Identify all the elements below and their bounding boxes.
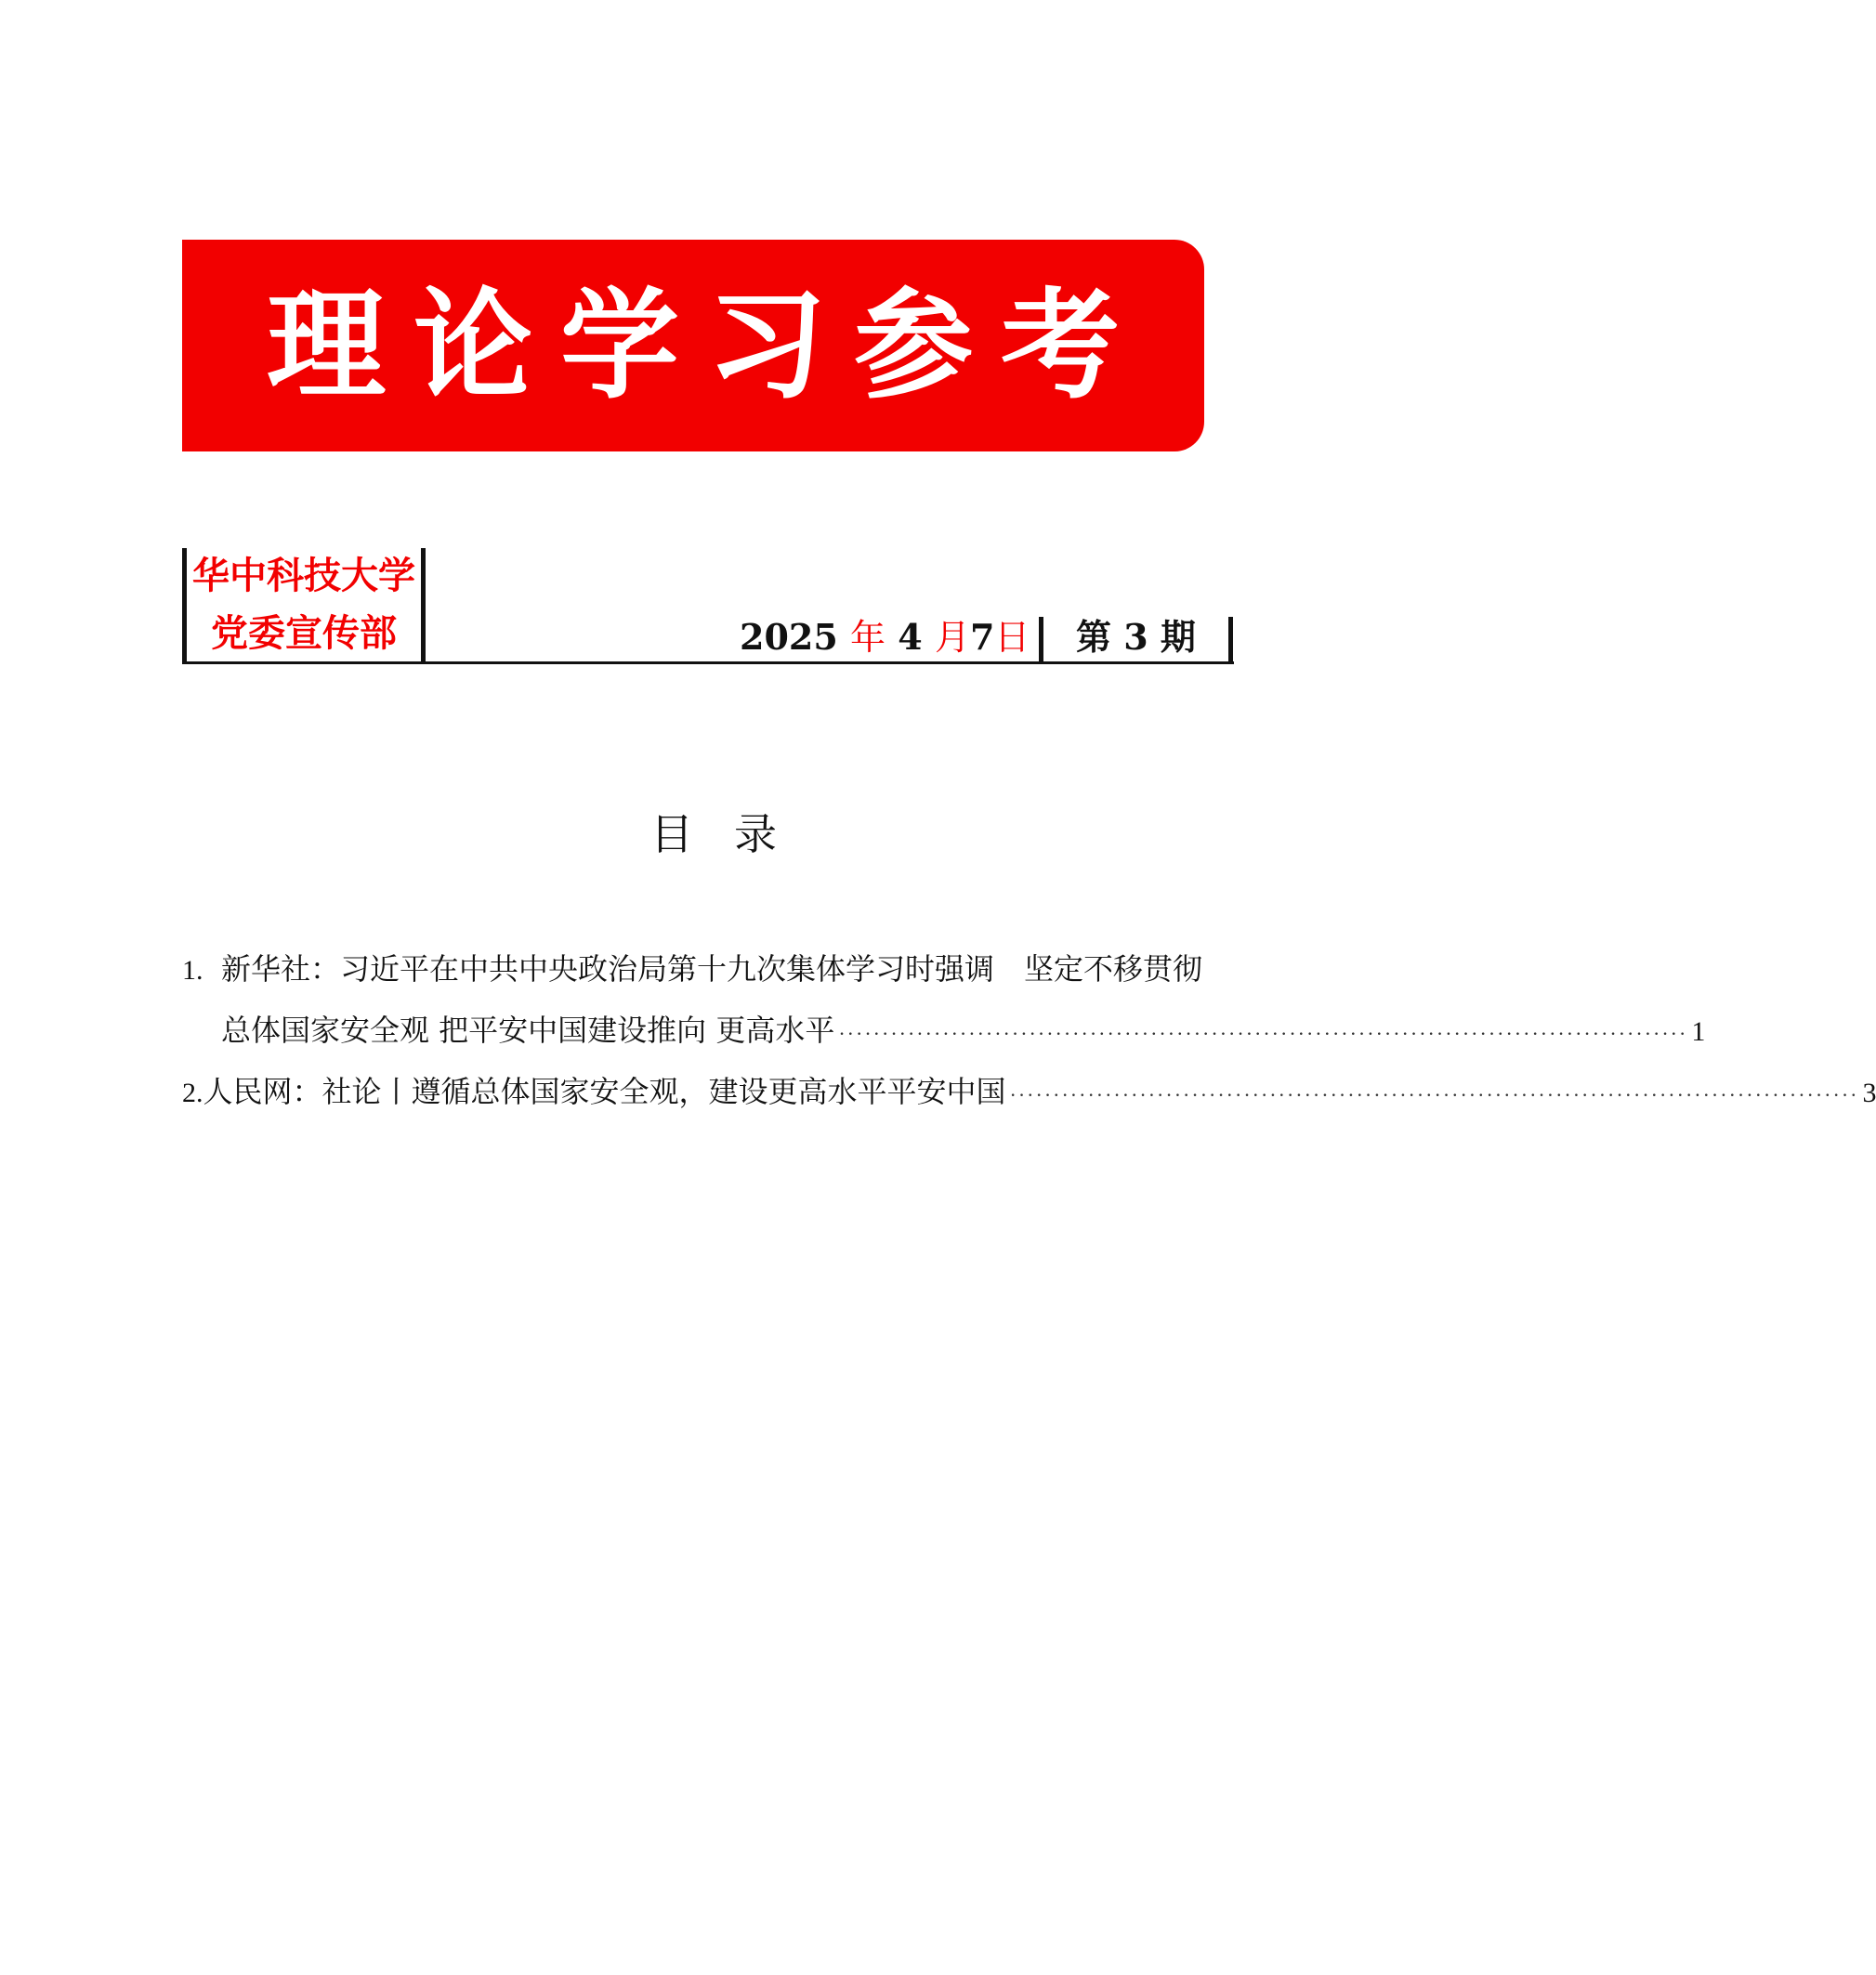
publisher-university: 华中科技大学 (192, 554, 415, 597)
toc-page-number: 1 (1691, 1016, 1706, 1047)
toc-item-title[interactable]: 新华社：习近平在中共中央政治局第十九次集体学习时强调 坚定不移贯彻 (221, 951, 1203, 987)
issue-number: 第 3 期 (1076, 616, 1196, 658)
header-divider (1039, 617, 1043, 663)
table-of-contents (182, 938, 1876, 1122)
toc-title: 目录 (650, 809, 818, 859)
publisher-department: 党委宣传部 (211, 611, 397, 655)
toc-item-number: 2. (182, 1078, 203, 1108)
date-year-unit: 年 (850, 617, 886, 658)
date-day: 7 (969, 616, 995, 658)
masthead-banner (182, 240, 1204, 451)
toc-item[interactable] (182, 938, 1240, 1000)
date-month: 4 (898, 616, 923, 658)
toc-item[interactable] (182, 1061, 1876, 1122)
date-month-unit: 月 (934, 617, 970, 658)
toc-leader-dots: ·································································································· (1009, 1083, 1859, 1106)
toc-item-continuation[interactable] (182, 1000, 1706, 1061)
header-rule (182, 661, 1234, 664)
masthead-title: 理论学习参考 (266, 276, 1148, 415)
date-year: 2025 (740, 616, 838, 658)
toc-item-number: 1. (182, 955, 203, 986)
toc-page-number: 3 (1862, 1078, 1876, 1108)
publisher-block (182, 548, 426, 661)
toc-item-title[interactable]: 人民网：社论丨遵循总体国家安全观，建设更高水平平安中国 (203, 1074, 1006, 1109)
header-divider-end (1228, 617, 1233, 663)
date-day-unit: 日 (994, 617, 1030, 658)
issue-date (740, 615, 1030, 660)
toc-leader-dots: ·································································································· (838, 1022, 1688, 1045)
toc-item-title-cont[interactable]: 总体国家安全观 把平安中国建设推向 更高水平 (221, 1013, 835, 1048)
